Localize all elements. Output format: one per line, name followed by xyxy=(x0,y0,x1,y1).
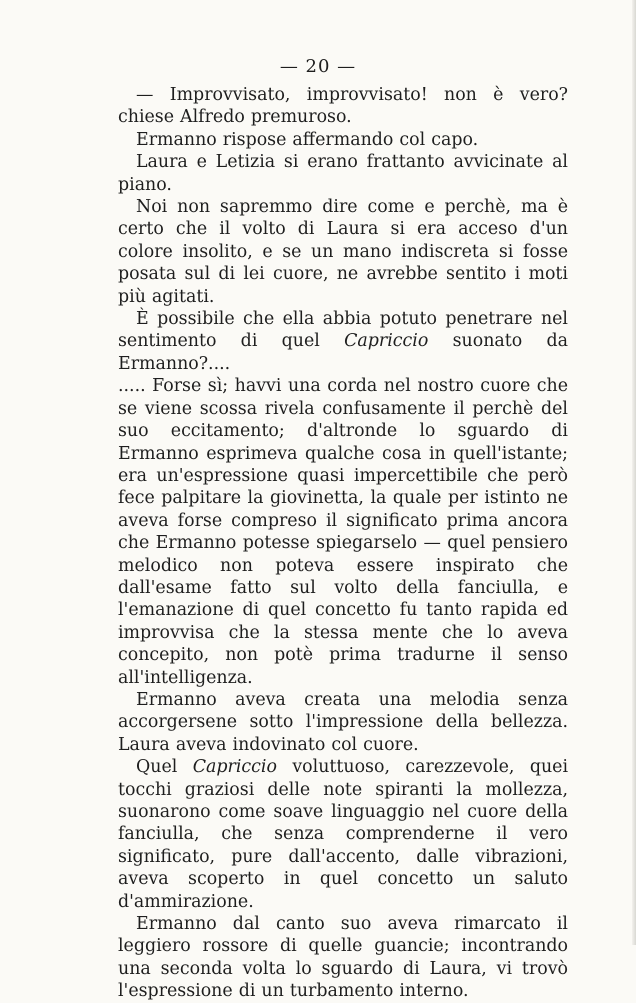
capriccio-title: Capriccio xyxy=(344,331,429,352)
paragraph-3: Laura e Letizia si erano frattanto avvicinate al piano. xyxy=(118,152,568,195)
paragraph-5-end: suonato da Ermanno?.... xyxy=(118,331,569,374)
page-edge-shadow xyxy=(632,0,636,945)
paragraph-5-start: È possibile che ella abbia potuto penetrare nel sentimento di quel xyxy=(118,309,568,352)
paragraph-4: Noi non sapremmo dire come e perchè, ma è certo che il volto di Laura si era acceso d'un colore insolito, e se un mano indiscreta si fosse posata sul di lei cuore, ne avrebbe sentito i moti più agitati. xyxy=(118,197,568,307)
paragraph-8-start: Quel xyxy=(136,757,193,778)
paragraph-6: ..... Forse sì; havvi una corda nel nostro cuore che se viene scossa rivela confusamente il perchè del suo eccitamento; d'altronde lo sguardo di Ermanno esprimeva qualche cosa in quell'istante; era un'espressione quasi impercettibile che però fece palpitare la giovinetta, la quale per istinto ne aveva forse compreso il significato prima ancora che Ermanno potesse spiegarselo — quel pensiero melodico non poteva essere inspirato che dall'esame fatto sul volto della fanciulla, e l'emanazione di quel concetto fu tanto rapida ed improvvisa che la stessa mente che lo aveva concepito, non potè prima tradurne il senso all'intelligenza. xyxy=(118,376,568,688)
capriccio-title-2: Capriccio xyxy=(192,757,277,778)
paragraph-2: Ermanno rispose affermando col capo. xyxy=(136,129,479,150)
paragraph-5 xyxy=(118,308,568,375)
page-number: — 20 — xyxy=(279,56,357,77)
body-text xyxy=(118,84,568,1003)
paragraph-9: Ermanno dal canto suo aveva rimarcato il leggiero rossore di quelle guancie; incontrando una seconda volta lo sguardo di Laura, vi trovò l'espressione di un turbamento interno. xyxy=(118,914,568,1002)
paragraph-7: Ermanno aveva creata una melodia senza accorgersene sotto l'impressione della bellezza. Laura aveva indovinato col cuore. xyxy=(118,689,568,755)
paragraph-1: — Improvvisato, improvvisato! non è vero? chiese Alfredo premuroso. xyxy=(118,85,568,128)
paragraph-8-end: voluttuoso, carezzevole, quei tocchi graziosi delle note spiranti la mollezza, suonarono come soave linguaggio nel cuore della fanciulla, che senza comprenderne il vero significato, pure dall'accento, dalle vibrazioni, aveva scoperto in quel concetto un saluto d'ammirazione. xyxy=(118,757,569,912)
paragraph-8 xyxy=(118,756,568,913)
